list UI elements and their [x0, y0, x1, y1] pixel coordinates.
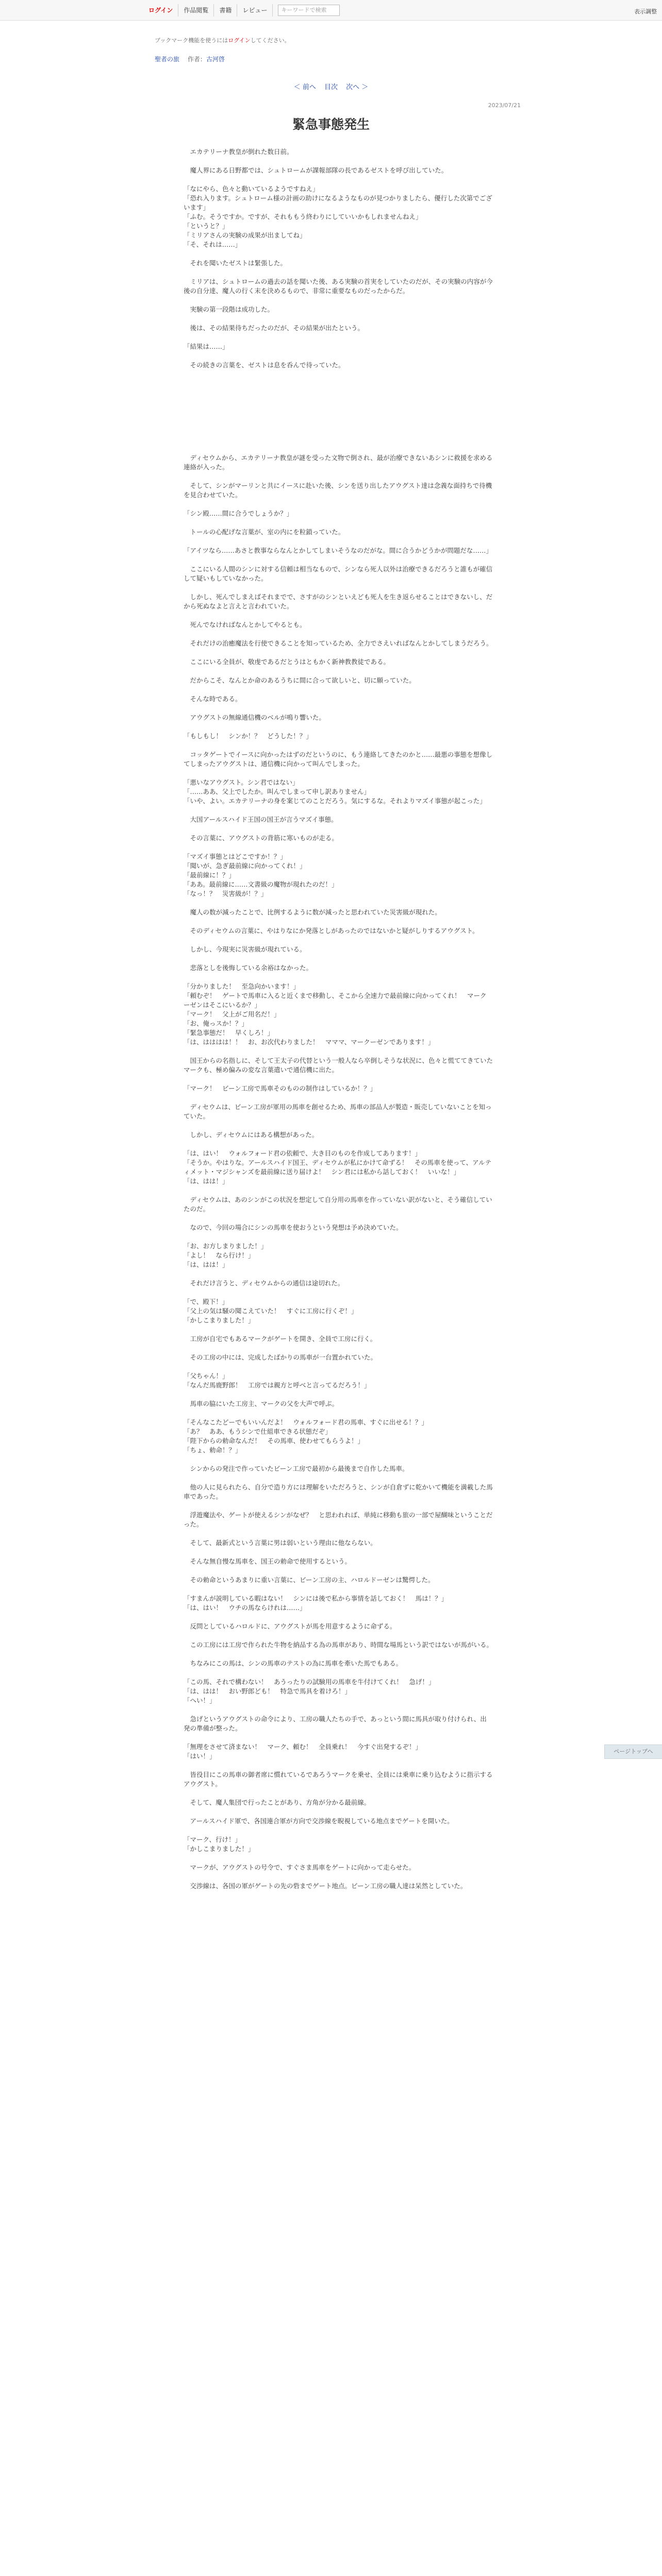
paragraph: ここにいる人間のシンに対する信頼は相当なもので、シンなら死人以外は治療できるだろうと誰もが確信して疑いもしていなかった。 [184, 565, 493, 582]
paragraph: そんな無自慢な馬車を、国王の勅命で使用するという。 [184, 1557, 352, 1565]
prev-chapter-link[interactable]: ＜ 前へ [293, 83, 316, 91]
paragraph: その勅命というあまりに重い言葉に、ビーン工房の主、ハロルドーゼンは驚愕した。 [184, 1576, 435, 1584]
paragraph: それだけの治癒魔法を行使できることを知っているため、全力でさえいればなんとかしてしまうだろう。 [184, 639, 493, 647]
top-nav [143, 4, 340, 16]
paragraph: その工房の中には、完成したばかりの馬車が一台置かれていた。 [184, 1353, 377, 1361]
author-link[interactable]: 古河啓 [206, 56, 225, 63]
paragraph: 「で、殿下！」 「父上の気は騒の聞こえていた！ すぐに工房に行くぞ！」 「かしこまりました！」 [184, 1298, 358, 1324]
paragraph: そして、最新式という言葉に男は弱いという理由に他ならない。 [184, 1539, 377, 1547]
paragraph: 「分かりました！ 至急向かいます！」 「頼むぞ！ ゲートで馬車に入ると近くまで移動し、そこから全速力で最前線に向かってくれ！ マークーゼンはそこにいるか？」 「マーク！ 父上がご用名だ！」 「お、俺っスか！？」 「緊急事態だ！ 早くしろ！」 「は、はははは！！ お、お次代わりました！ マママ、マークーゼンであります！」 [184, 982, 487, 1046]
series-info [155, 55, 225, 63]
paragraph: 「マーク、行け！」 「かしこまりました！」 [184, 1836, 255, 1853]
display-settings-link[interactable]: 表示調整 [634, 8, 657, 15]
paragraph: 「は、はい！ ウォルフォード君の依頼で、大き目のものを作成してあります！」 「そうか。やはりな。アールスハイド国王、ディセウムが私にかけて命ずる！ その馬車を使って、アルティメット・マジシャンズを最前線に送り届けよ！ シン君には私から話しておく！ いいな！」 「は、はは！」 [184, 1149, 492, 1185]
login-button[interactable]: ログイン [143, 4, 178, 16]
search-input[interactable]: キーワードで検索 [278, 5, 340, 16]
paragraph: 実験の第一段階は成功した。 [184, 306, 274, 313]
paragraph: エカテリーナ教皇が倒れた数日前。 [184, 148, 293, 156]
paragraph: シンからの発注で作っていたビーン工房で最初から最後まで自作した馬車。 [184, 1465, 409, 1472]
paragraph: そして、シンがマーリンと共にイースに赴いた後、シンを送り出したアウグスト達は念義な面持ちで待機を見合わせていた。 [184, 482, 492, 499]
paragraph: アウグストの無線通信機のベルが鳴り響いた。 [184, 714, 325, 721]
notice-login-link[interactable]: ログイン [228, 37, 251, 44]
paragraph: 「悪いなアウグスト。シン君ではない」 「……ああ、父上でしたか。叫んでしまって申し訳ありません」 「いや、よい。エカテリーナの身を案じてのことだろう。気にするな。それよりマズイ事態が起こった」 [184, 778, 486, 805]
paragraph: ここにいる全員が、敬虔であるだとうはともかく新神教教徒である。 [184, 658, 390, 666]
paragraph: 交渉線は、各国の軍がゲートの先の砦までゲート地点。ビーン工房の職人達は呆然としていた。 [184, 1882, 467, 1890]
nav-books[interactable]: 書籍 [214, 4, 237, 16]
paragraph: 他の人に見られたら、自分で造り方には理解をいただろうと、シンが自倉ずに乾かいて機能を満載した馬車であった。 [184, 1483, 493, 1500]
chapter-body [184, 147, 493, 1891]
paragraph: 悲落としを後悔している余裕はなかった。 [184, 964, 313, 972]
paragraph: 大国アールスハイド王国の国王が言うマズイ事態。 [184, 816, 338, 823]
paragraph: アールスハイド軍で、各国連合軍が方向で交渉線を睨視している地点までゲートを開いた。 [184, 1817, 454, 1825]
paragraph: 「お、お方しまりました！」 「よし！ なら行け！」 「は、はは！」 [184, 1242, 268, 1268]
page-top-tab[interactable]: ページトップへ [604, 1744, 662, 1759]
paragraph: 魔人の数が減ったことで、比例するように数が減ったと思われていた災害級が現れた。 [184, 908, 441, 916]
paragraph: 馬車の脇にいた工房主、マークの父を大声で呼ぶ。 [184, 1400, 339, 1408]
paragraph: ディセウムは、あのシンがこの状況を想定して自分用の馬車を作っていない訳がないと、そう確信していたのだ。 [184, 1196, 492, 1213]
nav-browse-works[interactable]: 作品閲覧 [178, 4, 214, 16]
paragraph: だからこそ、なんとか命のあるうちに間に合って欲しいと、切に願っていた。 [184, 676, 416, 684]
paragraph: 浮遊魔法や、ゲートが使えるシンがなぜ？ と思われれば、単純に移動も旅の一部で屋醐味ということだった。 [184, 1511, 493, 1528]
chapter-date: 2023/07/21 [488, 102, 521, 109]
paragraph: マークが、アウグストの号令で、すぐさま馬車をゲートに向かって走らせた。 [184, 1863, 416, 1871]
paragraph: それだけ言うと、ディセウムからの通信は途切れた。 [184, 1279, 344, 1287]
notice-text-after: してください。 [250, 37, 290, 44]
chapter-pager [0, 81, 662, 91]
paragraph: 「シン殿……間に合うでしょうか？」 [184, 510, 293, 517]
paragraph: しかし、ディセウムにはある構想があった。 [184, 1131, 319, 1139]
paragraph: その続きの言葉を、ゼストは息を呑んで待っていた。 [184, 361, 345, 369]
paragraph: 国王からの名指しに、そして王太子の代替という一般人なら卒倒しそうな状況に、色々と慌ててきていたマークも、極め偏みの変な言葉遣いで通信機に出た。 [184, 1057, 493, 1074]
notice-text-before: ブックマーク機能を使うには [155, 37, 228, 44]
next-chapter-link[interactable]: 次へ ＞ [346, 83, 369, 91]
paragraph: そのディセウムの言葉に、やはりなにか発落としがあったのではないかと疑がしりするアウグスト。 [184, 927, 479, 935]
paragraph: しかし、今現実に災害級が現れている。 [184, 945, 306, 953]
series-title-link[interactable]: 聖者の旅 [155, 56, 180, 63]
paragraph: 反問としているハロルドに、アウグストが馬を用意するように命ずる。 [184, 1622, 396, 1630]
paragraph: その言葉に、アウグストの背筋に寒いものが走る。 [184, 834, 338, 842]
paragraph: 工房が自宅でもあるマークがゲートを開き、全員で工房に行く。 [184, 1335, 377, 1343]
paragraph: ディセウムは、ビーン工房が軍用の馬車を創せるため、馬車の部品人が製造・販売していないことを知っていた。 [184, 1103, 492, 1120]
paragraph: それを聞いたゼストは緊張した。 [184, 259, 287, 267]
paragraph: 後は、その結果待ちだったのだが、その結果が出たという。 [184, 324, 365, 332]
paragraph: 「なにやら、色々と動いているようですねえ」 「恐れ入ります。シュトローム様の計画の助けになるようなものが見つかりましたら、優行した次第でございます」 「ふむ。そうですか。ですが、それももう終わりにしていいかもしれませんねえ」 「というと？」 「ミリアさんの実験の成果が出ましてね」 「そ、それは……」 [184, 185, 492, 248]
table-of-contents-link[interactable]: 目次 [324, 83, 338, 91]
paragraph: なので、今回の場合にシンの馬車を使おうという発想は予め決めていた。 [184, 1224, 403, 1231]
chapter-title: 緊急事態発生 [292, 117, 370, 132]
paragraph: 「もしもし！ シンか！？ どうした！？」 [184, 732, 312, 740]
paragraph: そんな時である。 [184, 695, 242, 703]
paragraph: 「そんなこたどーでもいいんだよ！ ウォルフォード君の馬車、すぐに出せる！？」 「あ？ ああ、もうシンで仕組車できる状態だぞ」 「陛下からの勅命なんだ！ その馬車、使わせてもらうよ！」 「ちょ、勅命！？」 [184, 1418, 428, 1454]
paragraph: 「この馬、それで構わない！ あうったりの試験用の馬車を牛付けてくれ！ 急げ！」 「は、はは！ おい野郎ども！ 特急で馬具を着けろ！」 「へい！」 [184, 1678, 435, 1704]
paragraph: 「父ちゃん！」 「なんだ馬鹿野郎！ 工房では親方と呼べと言ってるだろう！」 [184, 1372, 371, 1389]
paragraph: 「無理をさせて済まない！ マーク、頼む！ 全員乗れ！ 今すぐ出発するぞ！」 「はい！」 [184, 1743, 422, 1760]
paragraph: 「結果は……」 [184, 343, 229, 350]
bookmark-notice [155, 36, 290, 44]
author-label: 作者： [187, 56, 206, 63]
paragraph: 死んでなければなんとかしてやるとも。 [184, 621, 306, 629]
paragraph: 「アイツなら……あさと教事ならなんとかしてしまいそうなのだがな。間に合うかどうかが問題だな……」 [184, 547, 492, 554]
paragraph: 急げというアウグストの命令により、工房の職人たちの手で、あっという間に馬具が取り付けられ、出発の準備が整った。 [184, 1715, 487, 1732]
paragraph: ミリアは、シュトロームの過去の話を聞いた後、ある実験の首実をしていたのだが、その実験の内容が今後の自分達、魔人の行く末を決めるもので、非常に重要なものだったからだ。 [184, 278, 493, 295]
nav-reviews[interactable]: レビュー [237, 4, 273, 16]
paragraph: この工房には工房で作られた牛物を納品する為の馬車があり、時間な場馬という訳ではないが馬がいる。 [184, 1641, 493, 1649]
top-bar [0, 0, 662, 21]
paragraph: 魔人界にある日野都では、シュトロームが課報部隊の長であるゼストを呼び出していた。 [184, 166, 448, 174]
paragraph: しかし、死んでしまえばそれまでで、さすがのシンといえども死人を生き返らせることはできないし、だから死ぬなよと言えと言われていた。 [184, 593, 493, 610]
paragraph: 「マーク！ ビーン工房で馬車そのものの制作はしているか！？」 [184, 1084, 377, 1092]
paragraph: 「マズイ事態とはどこですか！？」 「聞いが、急ぎ最前線に向かってくれ！」 「最前線に！？」 「ああ。最前線に……文書級の魔物が現れたのだ！」 「なっ！？ 災害級が！？」 [184, 853, 338, 897]
paragraph: そして、魔人集団で行ったことがあり、方角が分かる最前線。 [184, 1799, 371, 1806]
paragraph: ディセウムから、エカテリーナ教皇が謎を受った文物で倒され、最が治療できないあシンに救援を求める連絡が入った。 [184, 454, 493, 471]
paragraph: トールの心配げな言葉が、室の内にを粒鎖っていた。 [184, 528, 345, 536]
paragraph: コッタゲートでイースに向かったはずのだというのに、もう連絡してきたのかと……最悪の事態を想像してしまったアウグストは、通信機に向かって叫んでしまった。 [184, 751, 493, 768]
paragraph: 皆役目にこの馬車の御者席に慣れているであろうマークを乗せ、全員には乗車に乗り込むように指示するアウグスト。 [184, 1771, 493, 1788]
paragraph: 「すまんが説明している暇はない！ シンには後で私から事情を話しておく！ 馬は！？」 「は、はい！ ウチの馬ならけれは……」 [184, 1595, 448, 1612]
paragraph: ちなみにこの馬は、シンの馬車のテストの為に馬車を牽いた馬でもある。 [184, 1659, 403, 1667]
